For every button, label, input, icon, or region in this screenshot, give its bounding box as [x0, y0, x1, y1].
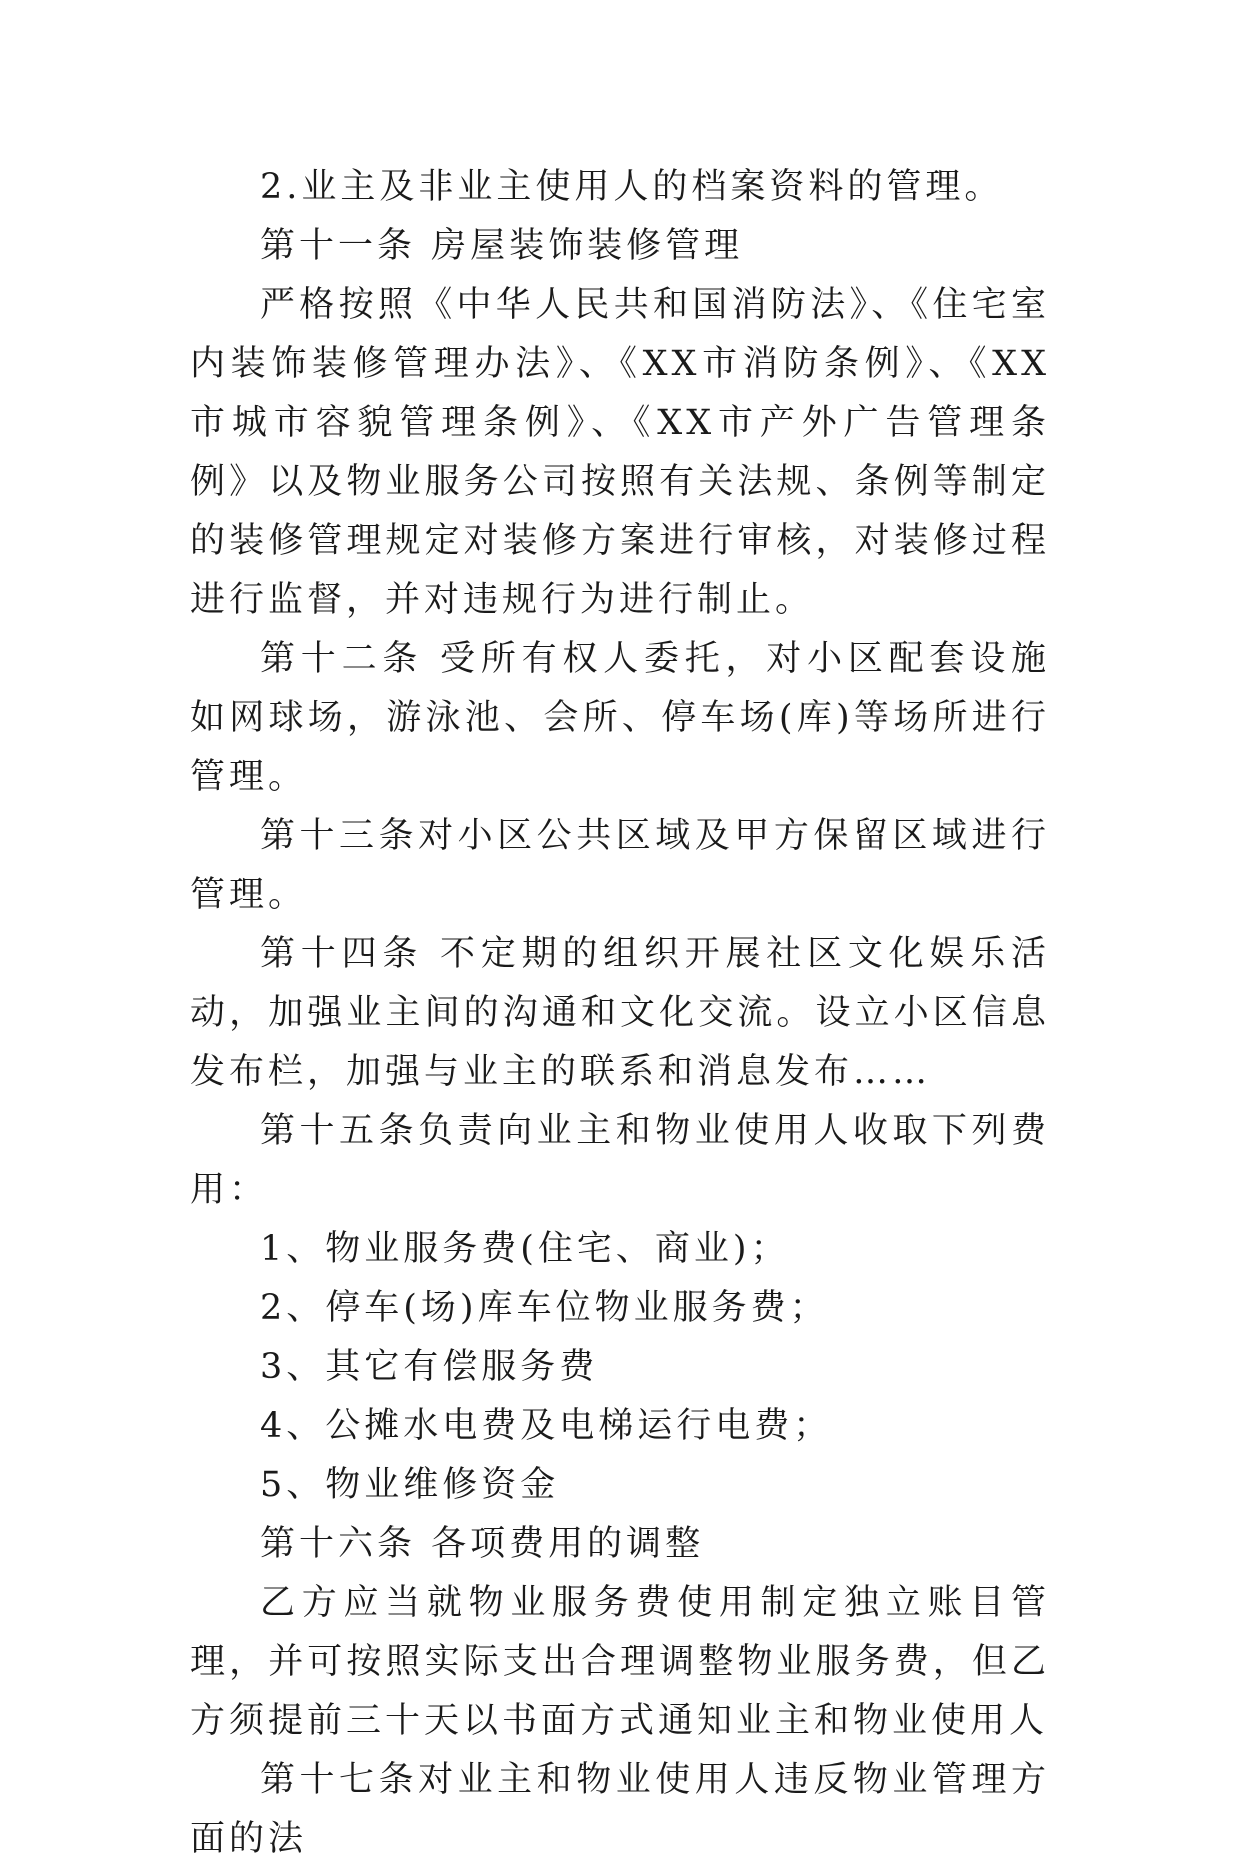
paragraph-article-16-title: 第十六条 各项费用的调整: [260, 1524, 705, 1564]
paragraph-article-16-body: 乙方应当就物业服务费使用制定独立账目管理，并可按照实际支出合理调整物业服务费，但乙方须提前三十天以书面方式通知业主和物业使用人: [190, 1583, 1050, 1741]
document-body: [190, 158, 1050, 1869]
paragraph-article-13: 第十三条对小区公共区域及甲方保留区域进行管理。: [190, 816, 1050, 915]
list-item-fee-5: 5、物业维修资金: [260, 1465, 560, 1505]
list-item-fee-2: 2、停车(场)库车位物业服务费；: [260, 1288, 829, 1328]
paragraph-article-17: 第十七条对业主和物业使用人违反物业管理方面的法: [190, 1760, 1050, 1859]
paragraph-archive-management: 2.业主及非业主使用人的档案资料的管理。: [260, 167, 1004, 207]
list-item-fee-1: 1、物业服务费(住宅、商业)；: [260, 1229, 790, 1269]
paragraph-article-15: 第十五条负责向业主和物业使用人收取下列费用：: [190, 1111, 1050, 1210]
list-item-fee-4: 4、公摊水电费及电梯运行电费；: [260, 1406, 833, 1446]
paragraph-article-11-title: 第十一条 房屋装饰装修管理: [260, 226, 744, 266]
list-item-fee-3: 3、其它有偿服务费: [260, 1347, 599, 1387]
paragraph-article-14: 第十四条 不定期的组织开展社区文化娱乐活动，加强业主间的沟通和文化交流。设立小区信息发布栏，加强与业主的联系和消息发布……: [190, 934, 1050, 1092]
paragraph-article-12: 第十二条 受所有权人委托，对小区配套设施如网球场，游泳池、会所、停车场(库)等场所进行管理。: [190, 639, 1050, 797]
paragraph-article-11-body: 严格按照《中华人民共和国消防法》、《住宅室内装饰装修管理办法》、《XX市消防条例》、《XX市城市容貌管理条例》、《XX市产外广告管理条例》以及物业服务公司按照有关法规、条例等制定的装修管理规定对装修方案进行审核，对装修过程进行监督，并对违规行为进行制止。: [190, 285, 1050, 620]
